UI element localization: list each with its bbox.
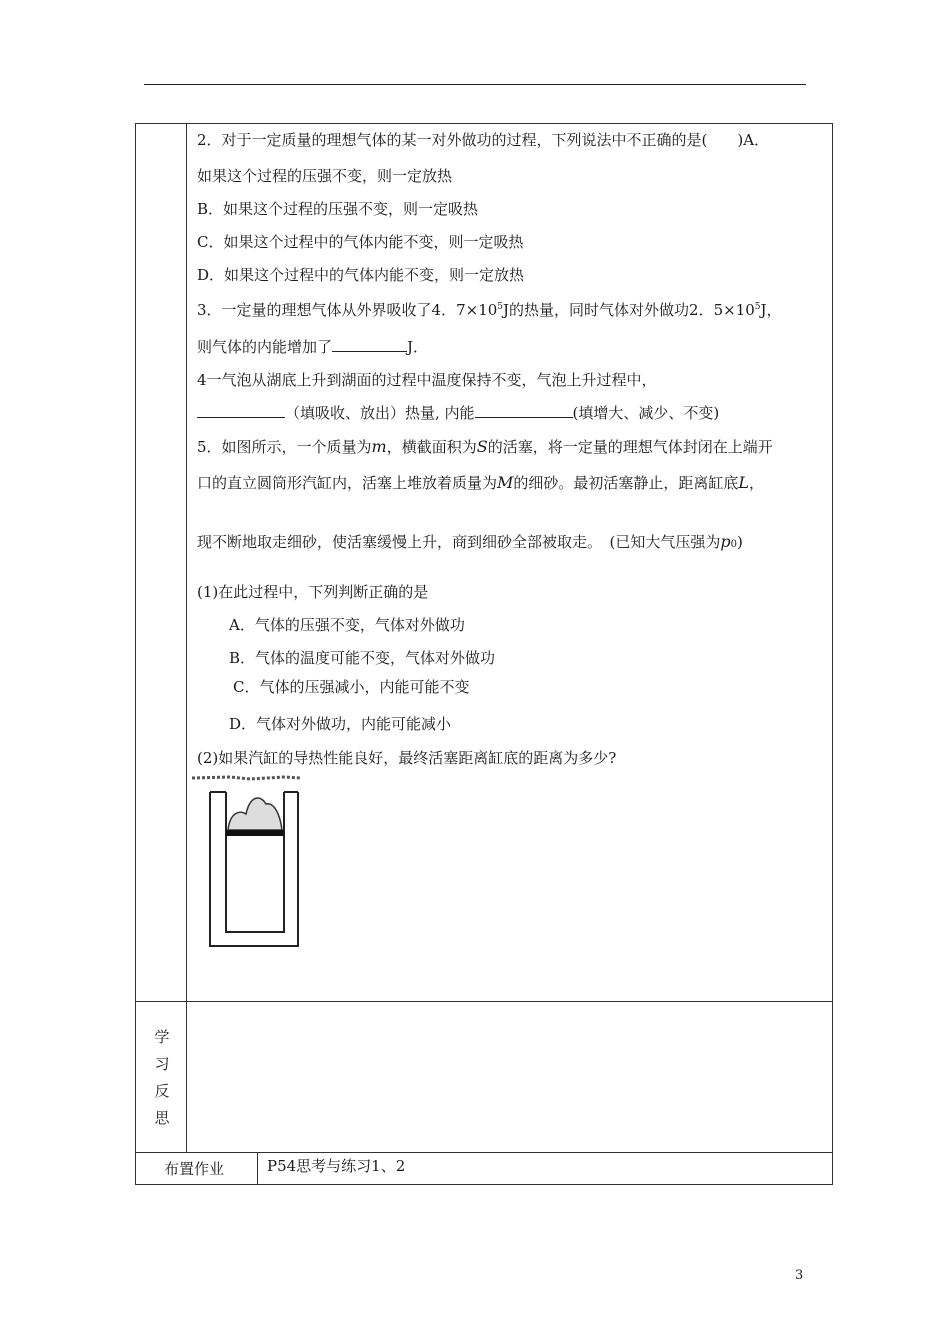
q4-mid: （填吸收、放出）热量, 内能 (285, 404, 475, 422)
cylinder-figure (190, 774, 320, 954)
q5-l1a: 5．如图所示，一个质量为 (197, 438, 372, 456)
q2-option-c: C．如果这个过程中的气体内能不变，则一定吸热 (197, 233, 524, 251)
q5-l1c: 的活塞，将一定量的理想气体封闭在上端开 (487, 438, 773, 456)
piston (226, 830, 284, 836)
table-divider-row1 (135, 1001, 833, 1002)
area-symbol: S (476, 437, 488, 456)
q4-line2 (197, 403, 719, 423)
q5-option-b: B．气体的温度可能不变，气体对外做功 (229, 649, 496, 667)
mass-symbol: m (371, 437, 387, 456)
distance-symbol: L (738, 473, 750, 492)
pressure-symbol: p (720, 532, 731, 551)
q3-answer-blank[interactable] (332, 337, 407, 352)
reflection-char-3: 反 (154, 1082, 170, 1100)
q5-option-c: C．气体的压强减小，内能可能不变 (233, 678, 470, 696)
sand-mass-symbol: M (497, 473, 514, 492)
q3-exp1: 5 (497, 302, 504, 312)
q5-line3 (197, 532, 743, 555)
reflection-char-4: 思 (154, 1109, 170, 1127)
q5-sub2: (2)如果汽缸的导热性能良好，最终活塞距离缸底的距离为多少? (197, 749, 617, 767)
q5-l3b: ) (736, 533, 743, 551)
table-divider-row2 (135, 1152, 833, 1153)
pressure-subscript: 0 (730, 539, 737, 550)
q4-end: (填增大、减少、不变) (572, 404, 720, 422)
homework-value: P54思考与练习1、2 (267, 1157, 406, 1175)
q3-part1: 3．一定量的理想气体从外界吸收了4．7×10 (197, 301, 498, 319)
q4-line1: 4一气泡从湖底上升到湖面的过程中温度保持不变，气泡上升过程中， (197, 371, 657, 389)
q3-line2-post: J． (407, 338, 429, 356)
q2-stem: 2．对于一定质量的理想气体的某一对外做功的过程，下列说法中不正确的是( )A． (197, 131, 770, 149)
homework-label: 布置作业 (164, 1160, 225, 1178)
q2-option-a: 如果这个过程的压强不变，则一定放热 (197, 167, 453, 185)
q5-line2 (197, 473, 764, 493)
q5-line1 (197, 437, 773, 457)
table-divider-vertical (186, 123, 187, 1153)
q5-l2a: 口的直立圆筒形汽缸内，活塞上堆放着质量为 (197, 474, 498, 492)
q4-blank-heat[interactable] (197, 403, 285, 418)
q5-l3a: 现不断地取走细砂，使活塞缓慢上升，商到细砂全部被取走。 (已知大气压强为 (197, 533, 721, 551)
q3-line2-pre: 则气体的内能增加了 (197, 338, 333, 356)
sand-pile (228, 798, 282, 830)
q2-option-d: D．如果这个过程中的气体内能不变，则一定放热 (197, 266, 525, 284)
cylinder-header-scribble (192, 777, 300, 779)
q5-l2b: 的细砂。最初活塞静止，距离缸底 (513, 474, 739, 492)
q3-part3: J， (760, 301, 782, 319)
q5-sub1: (1)在此过程中，下列判断正确的是 (197, 583, 429, 601)
q3-line2 (197, 337, 428, 357)
q5-l1b: ，横截面积为 (386, 438, 477, 456)
q2-option-b: B．如果这个过程的压强不变，则一定吸热 (197, 200, 479, 218)
q5-option-a: A．气体的压强不变，气体对外做功 (229, 616, 465, 634)
q3-exp2: 5 (754, 302, 761, 312)
q3-line1 (197, 300, 782, 323)
q4-blank-energy[interactable] (475, 403, 573, 418)
reflection-char-2: 习 (154, 1055, 170, 1073)
header-rule (144, 84, 806, 85)
page-number: 3 (795, 1268, 804, 1283)
q3-part2: J的热量，同时气体对外做功2．5×10 (503, 301, 755, 319)
table-divider-homework (257, 1152, 258, 1185)
q5-option-d: D．气体对外做功，内能可能减小 (229, 715, 452, 733)
q5-l2c: ， (749, 474, 765, 492)
reflection-char-1: 学 (154, 1028, 170, 1046)
